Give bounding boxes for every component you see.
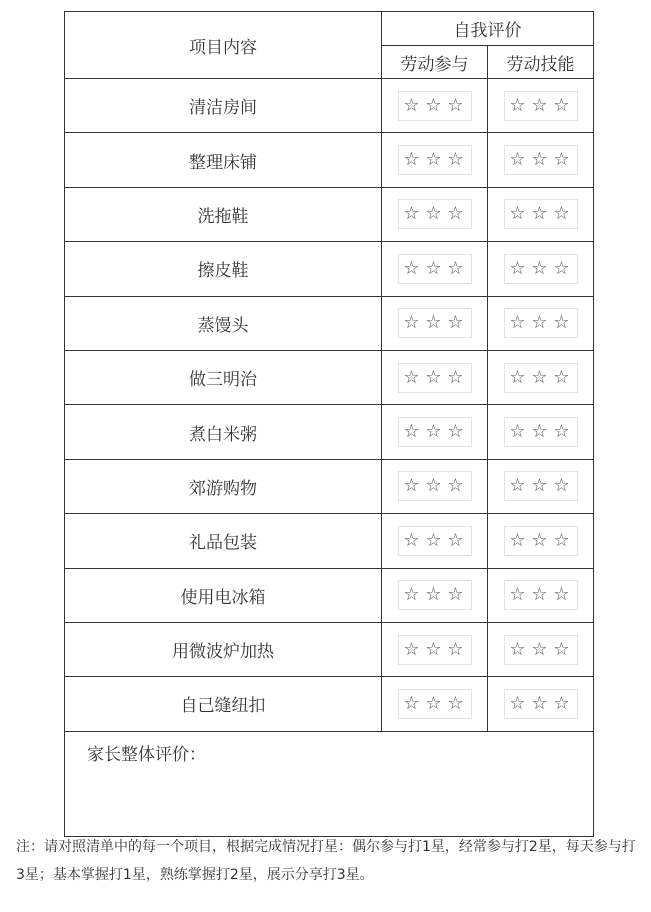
parent-evaluation-cell[interactable] — [65, 731, 594, 836]
rating-cell-participation — [382, 677, 488, 731]
star-rating-participation[interactable] — [398, 471, 472, 501]
star-icon[interactable]: ☆ — [531, 312, 550, 334]
rating-cell-participation — [382, 405, 488, 459]
star-icon[interactable]: ☆ — [509, 94, 528, 116]
star-icon[interactable]: ☆ — [425, 257, 444, 279]
star-rating-participation[interactable] — [398, 199, 472, 229]
star-icon[interactable]: ☆ — [403, 529, 422, 551]
header-self-evaluation: 自我评价 — [382, 12, 594, 46]
star-icon[interactable]: ☆ — [531, 529, 550, 551]
star-rating-participation[interactable] — [398, 91, 472, 121]
rating-cell-participation — [382, 514, 488, 568]
star-icon[interactable]: ☆ — [509, 692, 528, 714]
rating-cell-skill — [488, 79, 594, 133]
table-row — [65, 133, 594, 187]
item-label: 用微波炉加热 — [65, 622, 382, 676]
header-labor-participation: 劳动参与 — [382, 46, 488, 79]
star-icon[interactable]: ☆ — [403, 257, 422, 279]
rating-cell-participation — [382, 622, 488, 676]
rating-cell-participation — [382, 350, 488, 404]
star-icon[interactable]: ☆ — [509, 638, 528, 660]
star-icon[interactable]: ☆ — [553, 203, 572, 225]
star-icon[interactable]: ☆ — [425, 638, 444, 660]
rating-cell-skill — [488, 405, 594, 459]
star-rating-participation[interactable] — [398, 145, 472, 175]
rating-cell-participation — [382, 79, 488, 133]
star-icon[interactable]: ☆ — [425, 584, 444, 606]
table-row — [65, 622, 594, 676]
star-icon[interactable]: ☆ — [553, 94, 572, 116]
rating-cell-participation — [382, 187, 488, 241]
star-rating-skill[interactable] — [504, 526, 578, 556]
star-icon[interactable]: ☆ — [509, 257, 528, 279]
rating-cell-skill — [488, 622, 594, 676]
header-labor-skill: 劳动技能 — [488, 46, 594, 79]
star-icon[interactable]: ☆ — [553, 638, 572, 660]
rating-cell-skill — [488, 133, 594, 187]
item-label: 蒸馒头 — [65, 296, 382, 350]
star-icon[interactable]: ☆ — [403, 584, 422, 606]
star-rating-participation[interactable] — [398, 526, 472, 556]
star-rating-skill[interactable] — [504, 199, 578, 229]
item-label: 煮白米粥 — [65, 405, 382, 459]
star-icon[interactable]: ☆ — [447, 366, 466, 388]
star-icon[interactable]: ☆ — [403, 312, 422, 334]
star-icon[interactable]: ☆ — [447, 421, 466, 443]
item-label: 清洁房间 — [65, 79, 382, 133]
star-icon[interactable]: ☆ — [553, 475, 572, 497]
star-icon[interactable]: ☆ — [553, 149, 572, 171]
rating-cell-skill — [488, 514, 594, 568]
star-icon[interactable]: ☆ — [425, 149, 444, 171]
table-row — [65, 187, 594, 241]
star-icon[interactable]: ☆ — [553, 584, 572, 606]
star-icon[interactable]: ☆ — [509, 149, 528, 171]
rating-cell-participation — [382, 459, 488, 513]
star-icon[interactable]: ☆ — [531, 584, 550, 606]
star-rating-skill[interactable] — [504, 363, 578, 393]
rating-cell-skill — [488, 296, 594, 350]
rating-cell-skill — [488, 459, 594, 513]
star-icon[interactable]: ☆ — [553, 529, 572, 551]
star-rating-skill[interactable] — [504, 308, 578, 338]
star-rating-participation[interactable] — [398, 417, 472, 447]
star-rating-participation[interactable] — [398, 689, 472, 719]
table-row — [65, 79, 594, 133]
item-label: 擦皮鞋 — [65, 242, 382, 296]
table-row — [65, 350, 594, 404]
star-rating-skill[interactable] — [504, 471, 578, 501]
star-icon[interactable]: ☆ — [403, 366, 422, 388]
item-label: 洗拖鞋 — [65, 187, 382, 241]
rating-cell-skill — [488, 187, 594, 241]
header-item-content: 项目内容 — [65, 12, 382, 79]
item-label: 整理床铺 — [65, 133, 382, 187]
star-rating-skill[interactable] — [504, 417, 578, 447]
rating-cell-participation — [382, 568, 488, 622]
star-icon[interactable]: ☆ — [425, 94, 444, 116]
item-label: 礼品包装 — [65, 514, 382, 568]
star-icon[interactable]: ☆ — [447, 692, 466, 714]
star-icon[interactable]: ☆ — [403, 475, 422, 497]
star-icon[interactable]: ☆ — [531, 94, 550, 116]
table-row — [65, 405, 594, 459]
star-icon[interactable]: ☆ — [403, 203, 422, 225]
table-row — [65, 568, 594, 622]
star-icon[interactable]: ☆ — [403, 638, 422, 660]
star-icon[interactable]: ☆ — [425, 421, 444, 443]
rating-cell-skill — [488, 677, 594, 731]
star-icon[interactable]: ☆ — [447, 475, 466, 497]
star-icon[interactable]: ☆ — [509, 366, 528, 388]
table-row — [65, 514, 594, 568]
star-rating-skill[interactable] — [504, 580, 578, 610]
star-rating-participation[interactable] — [398, 254, 472, 284]
star-icon[interactable]: ☆ — [447, 257, 466, 279]
star-icon[interactable]: ☆ — [509, 529, 528, 551]
star-icon[interactable]: ☆ — [447, 312, 466, 334]
star-rating-participation[interactable] — [398, 308, 472, 338]
star-icon[interactable]: ☆ — [425, 366, 444, 388]
star-rating-skill[interactable] — [504, 689, 578, 719]
table-row — [65, 242, 594, 296]
star-icon[interactable]: ☆ — [553, 366, 572, 388]
star-icon[interactable]: ☆ — [425, 475, 444, 497]
star-icon[interactable]: ☆ — [403, 149, 422, 171]
evaluation-table — [64, 11, 594, 837]
star-icon[interactable]: ☆ — [425, 692, 444, 714]
table-row — [65, 677, 594, 731]
star-icon[interactable]: ☆ — [531, 692, 550, 714]
star-icon[interactable]: ☆ — [447, 584, 466, 606]
item-label: 使用电冰箱 — [65, 568, 382, 622]
star-icon[interactable]: ☆ — [531, 638, 550, 660]
star-icon[interactable]: ☆ — [447, 94, 466, 116]
rating-cell-skill — [488, 350, 594, 404]
star-icon[interactable]: ☆ — [553, 312, 572, 334]
star-rating-participation[interactable] — [398, 635, 472, 665]
footnote: 注：请对照清单中的每一个项目，根据完成情况打星：偶尔参与打1星，经常参与打2星，每天参与打3星；基本掌握打1星，熟练掌握打2星，展示分享打3星。 — [16, 839, 636, 883]
star-icon[interactable]: ☆ — [509, 475, 528, 497]
star-icon[interactable]: ☆ — [509, 421, 528, 443]
rating-cell-participation — [382, 296, 488, 350]
rating-cell-skill — [488, 568, 594, 622]
star-icon[interactable]: ☆ — [425, 529, 444, 551]
table-body — [65, 79, 594, 732]
star-rating-skill[interactable] — [504, 635, 578, 665]
star-icon[interactable]: ☆ — [531, 475, 550, 497]
star-rating-participation[interactable] — [398, 363, 472, 393]
star-icon[interactable]: ☆ — [553, 692, 572, 714]
star-icon[interactable]: ☆ — [425, 203, 444, 225]
rating-cell-skill — [488, 242, 594, 296]
item-label: 自己缝纽扣 — [65, 677, 382, 731]
star-icon[interactable]: ☆ — [447, 149, 466, 171]
rating-cell-participation — [382, 242, 488, 296]
star-icon[interactable]: ☆ — [447, 638, 466, 660]
star-icon[interactable]: ☆ — [531, 203, 550, 225]
star-icon[interactable]: ☆ — [403, 692, 422, 714]
star-icon[interactable]: ☆ — [531, 149, 550, 171]
star-icon[interactable]: ☆ — [447, 203, 466, 225]
star-icon[interactable]: ☆ — [509, 203, 528, 225]
item-label: 郊游购物 — [65, 459, 382, 513]
star-rating-skill[interactable] — [504, 254, 578, 284]
item-label: 做三明治 — [65, 350, 382, 404]
star-rating-participation[interactable] — [398, 580, 472, 610]
star-icon[interactable]: ☆ — [509, 584, 528, 606]
star-icon[interactable]: ☆ — [403, 421, 422, 443]
parent-evaluation-label: 家长整体评价： — [87, 744, 206, 765]
star-icon[interactable]: ☆ — [531, 366, 550, 388]
star-rating-skill[interactable] — [504, 91, 578, 121]
table-row — [65, 459, 594, 513]
star-icon[interactable]: ☆ — [553, 421, 572, 443]
star-icon[interactable]: ☆ — [531, 421, 550, 443]
table-row — [65, 296, 594, 350]
star-icon[interactable]: ☆ — [403, 94, 422, 116]
star-icon[interactable]: ☆ — [425, 312, 444, 334]
star-rating-skill[interactable] — [504, 145, 578, 175]
star-icon[interactable]: ☆ — [509, 312, 528, 334]
rating-cell-participation — [382, 133, 488, 187]
star-icon[interactable]: ☆ — [531, 257, 550, 279]
star-icon[interactable]: ☆ — [447, 529, 466, 551]
star-icon[interactable]: ☆ — [553, 257, 572, 279]
